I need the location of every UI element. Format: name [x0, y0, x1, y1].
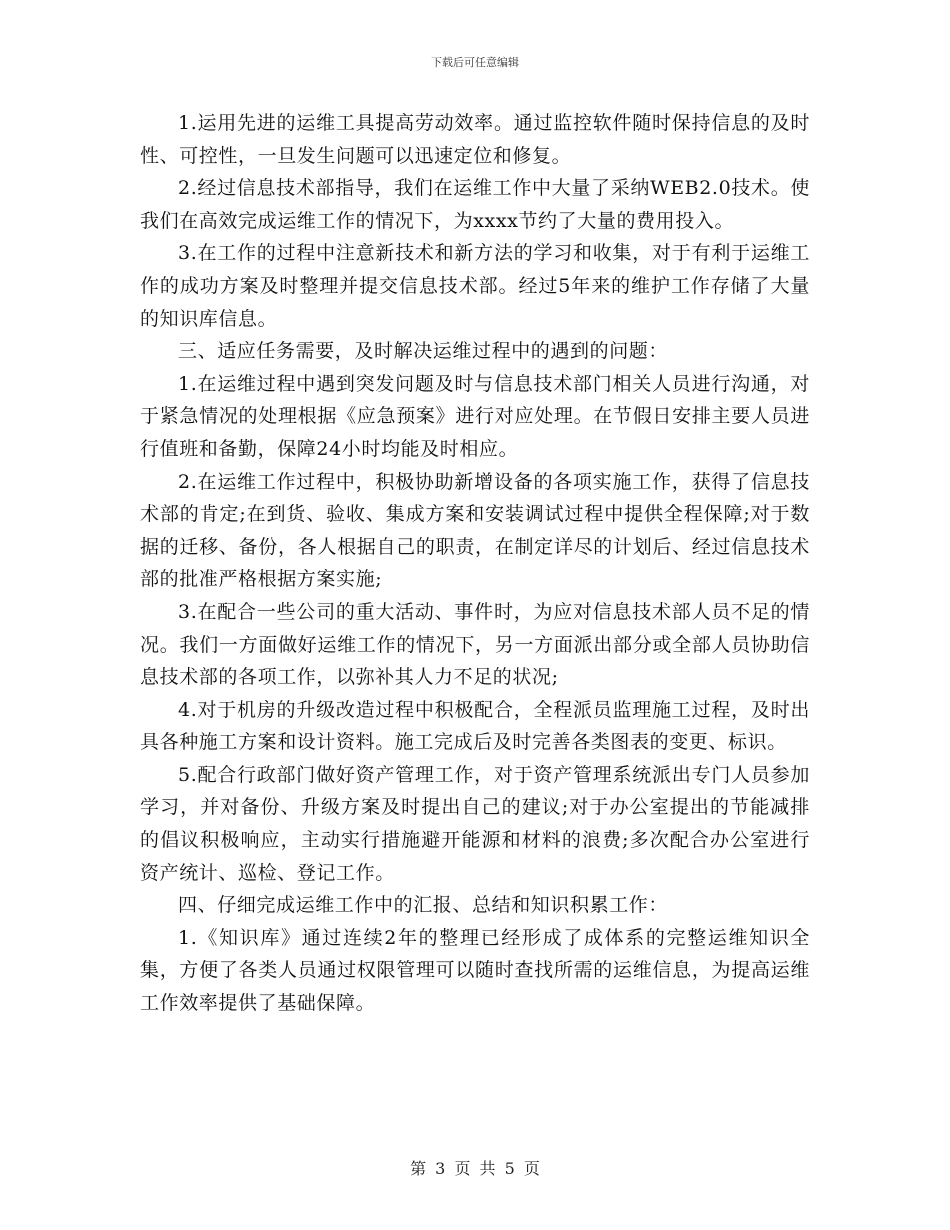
paragraph: 2.在运维工作过程中，积极协助新增设备的各项实施工作，获得了信息技术部的肯定;在到货、验收、集成方案和安装调试过程中提供全程保障;对于数据的迁移、备份，各人根据自己的职责，在制定详尽的计划后、经过信息技术部的批准严格根据方案实施;: [140, 470, 810, 591]
paragraph: 5.配合行政部门做好资产管理工作，对于资产管理系统派出专门人员参加学习，并对备份、升级方案及时提出自己的建议;对于办公室提出的节能减排的倡议积极响应，主动实行措施避开能源和材料的浪费;多次配合办公室进行资产统计、巡检、登记工作。: [140, 763, 810, 884]
paragraph: 1.《知识库》通过连续2年的整理已经形成了成体系的完整运维知识全集，方便了各类人员通过权限管理可以随时查找所需的运维信息，为提高运维工作效率提供了基础保障。: [140, 926, 810, 1015]
paragraph: 1.运用先进的运维工具提高劳动效率。通过监控软件随时保持信息的及时性、可控性，一旦发生问题可以迅速定位和修复。: [140, 112, 810, 167]
paragraph: 1.在运维过程中遇到突发问题及时与信息技术部门相关人员进行沟通，对于紧急情况的处理根据《应急预案》进行对应处理。在节假日安排主要人员进行值班和备勤，保障24小时均能及时相应。: [140, 372, 810, 460]
paragraph: 3.在配合一些公司的重大活动、事件时，为应对信息技术部人员不足的情况。我们一方面做好运维工作的情况下，另一方面派出部分或全部人员协助信息技术部的各项工作，以弥补其人力不足的状况;: [140, 600, 810, 689]
section-heading: 四、仔细完成运维工作中的汇报、总结和知识积累工作：: [178, 894, 669, 917]
document-body: [140, 107, 810, 1020]
paragraph: 2.经过信息技术部指导，我们在运维工作中大量了采纳WEB2.0技术。使我们在高效完成运维工作的情况下，为xxxx节约了大量的费用投入。: [140, 177, 810, 232]
header-note: 下载后可任意编辑: [431, 56, 519, 69]
section-heading: 三、适应任务需要，及时解决运维过程中的遇到的问题：: [178, 340, 669, 363]
paragraph: 4.对于机房的升级改造过程中积极配合，全程派员监理施工过程，及时出具各种施工方案和设计资料。施工完成后及时完善各类图表的变更、标识。: [140, 698, 810, 754]
page-number-footer: 第 3 页 共 5 页: [410, 1159, 540, 1178]
paragraph: 3.在工作的过程中注意新技术和新方法的学习和收集，对于有利于运维工作的成功方案及时整理并提交信息技术部。经过5年来的维护工作存储了大量的知识库信息。: [140, 242, 810, 330]
